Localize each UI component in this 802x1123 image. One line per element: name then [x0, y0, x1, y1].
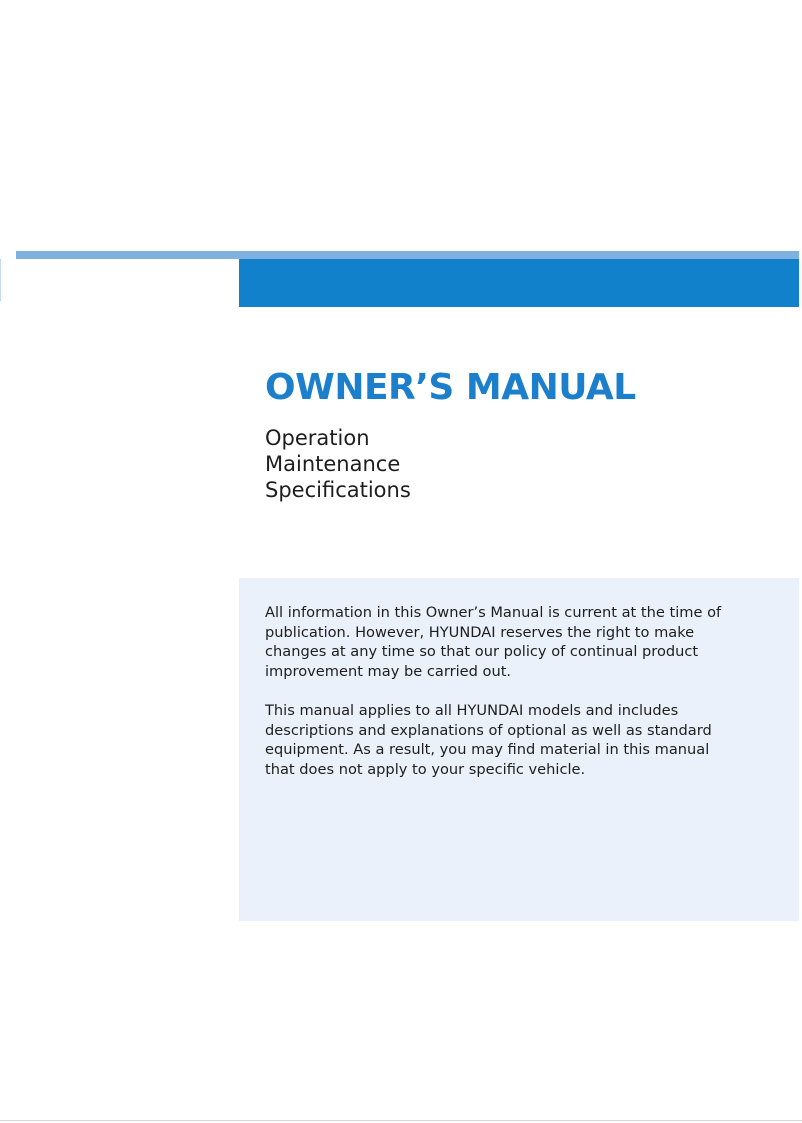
subtitle-operation: Operation — [265, 426, 370, 450]
subtitle-maintenance: Maintenance — [265, 452, 401, 476]
header-color-block — [239, 259, 799, 307]
manual-subtitle-list — [265, 425, 411, 503]
page-bottom-edge — [0, 1120, 802, 1121]
left-edge-mark — [0, 259, 1, 301]
subtitle-specifications: Specifications — [265, 478, 411, 502]
manual-title: OWNER’S MANUAL — [265, 367, 636, 408]
header-accent-stripe — [16, 251, 799, 259]
disclaimer-box — [239, 578, 799, 921]
disclaimer-paragraph-applicability: This manual applies to all HYUNDAI models and includes descriptions and explanations of optional as well as standard equipment. As a result, you may find material in this manual that does not apply to your specific vehicle. — [265, 702, 712, 778]
disclaimer-paragraph-publication: All information in this Owner’s Manual is current at the time of publication. However, HYUNDAI reserves the right to make changes at any time so that our policy of continual product improvement may be carried out. — [265, 604, 722, 680]
